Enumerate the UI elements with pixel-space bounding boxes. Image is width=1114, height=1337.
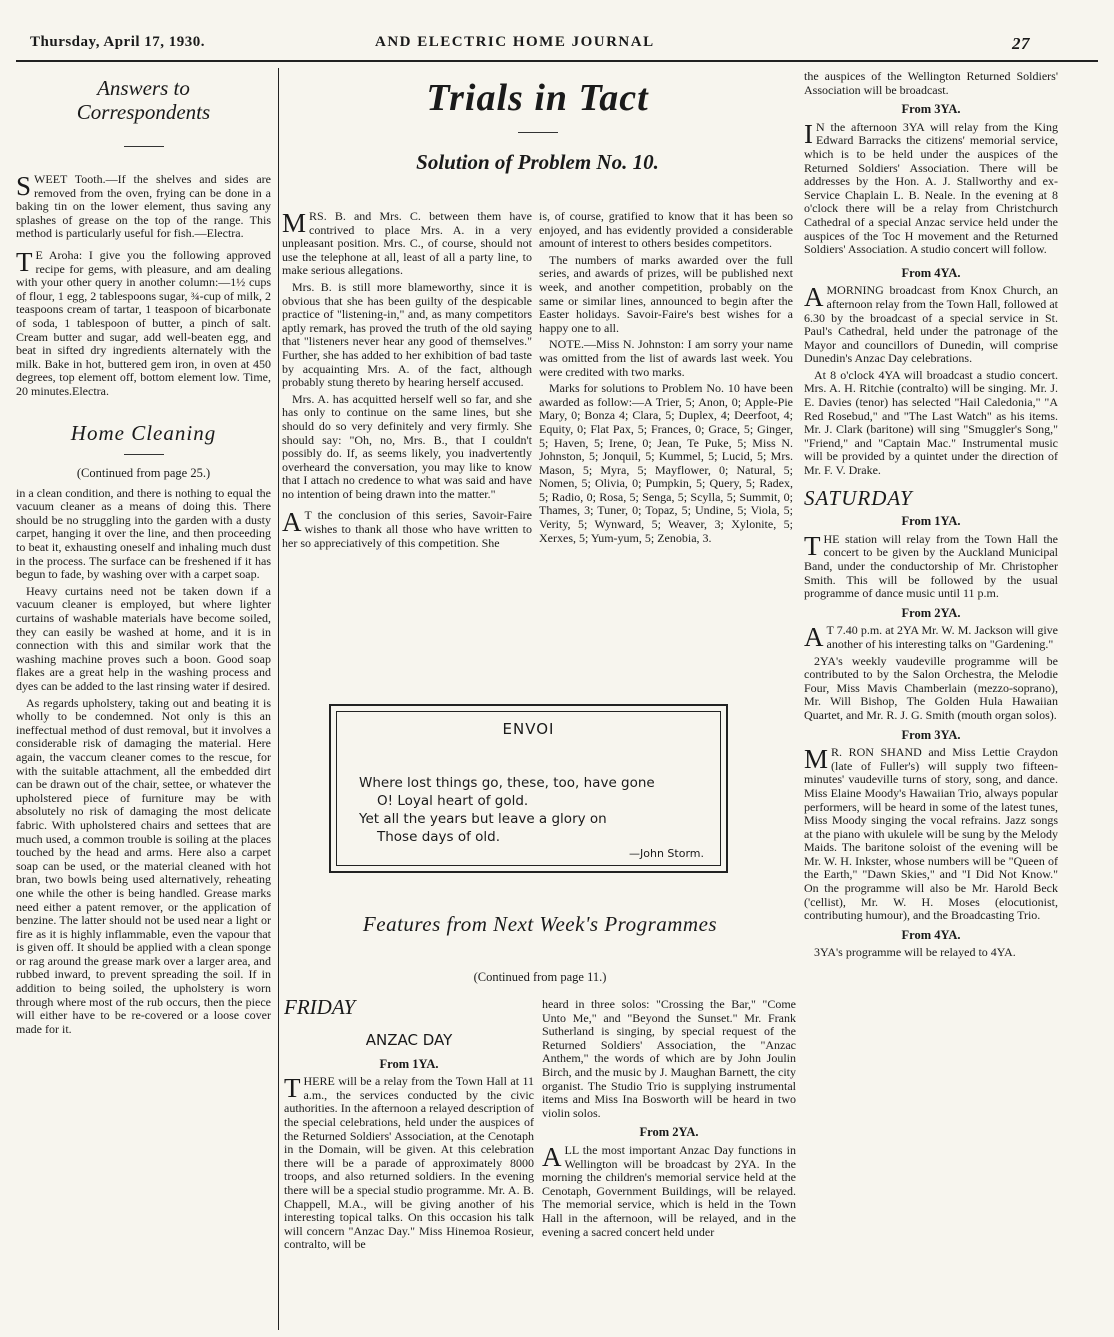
header-rule <box>16 60 1098 62</box>
answer-te-aroha: T E Aroha: I give you the following approved recipe for gems, with pleasure, and am dealing with your other query in another column:—1½ cups of flour, 1 egg, 2 tablespoons sugar, ¾-cup of milk, 2 teaspoons cream of tartar, 1 teaspoon of bicarbonate of soda, 1 tablespoon of butter, a pinch of salt. Cream butter and sugar, add well-beaten egg, and beat in sifted dry ingredients alternately with the milk. Bake in hot, buttered gem iron, in oven at 450 degrees, top element off, bottom element low. Time, 20 minutes.Electra. <box>16 246 271 398</box>
trials-title: Trials in Tact <box>426 77 649 119</box>
home-cleaning-p2: Heavy curtains need not be taken down if a vacuum cleaner is employed, but where lighter curtains of washable materials have become soiled, they can easily be washed at home, and it is in connection with this and similar work that the washing machine proves such a boon. Good soap flakes are a great help in the washing process and dyes can be added to the last rinsing water if desired. <box>16 583 271 693</box>
trials-col-2: is, of course, gratified to know that it has been so enjoyed, and has evidently provided a considerable amount of interest to others besides competitors. The numbers of marks awarded over the full series, and awards of prizes, will be published next week, and another competition, probably on the same or similar lines, announced to begin after the Easter holidays. Savoir-Faire's best wishes for a happy one to all. NOTE.—Miss N. Johnston: I am sorry your name was omitted from the list of awards last week. You were credited with two marks. Marks for solutions to Problem No. 10 have been awarded as follow:—A Trier, 5; Anon, 0; Apple-Pie Mary, 0; Bonza 4; Clara, 5; Duplex, 4; Deerfoot, 4; Equity, 0; Flat Pax, 5; Frances, 0; Grace, 5; Ginger, 5; Haven, 5; Irene, 0; Jean, Te Puke, 5; Miss N. Johnston, 5; Jonquil, 5; Kummel, 5; Lucid, 5; Mrs. Mason, 5; Myra, 5; Mayflower, 0; Natural, 5; Nomen, 5; Olivia, 0; Pumpkin, 5; Query, 5; Radex, 5; Radio, 0; Rosa, 5; Senga, 5; Scylla, 5; Summit, 0; Thames, 3; Tuner, 0; Topaz, 5; Undine, 5; Viola, 5; Verity, 5; Wynward, 5; Weaver, 3; Xylonite, 5; Xerxes, 5; Yum-yum, 5; Zenobia, 3. <box>539 210 793 545</box>
home-cleaning-p1: in a clean condition, and there is nothing to equal the vacuum cleaner as a means of doing this. There should be no struggling into the garden with a dusty carpet, hanging it over the line, and then proceeding to beat it, exhausting oneself and inhaling much dust in the process. The surface can be freshened if it has begun to fade, by washing over with a carpet soap. <box>16 485 271 582</box>
trials-subtitle: Solution of Problem No. 10. <box>416 150 659 174</box>
home-cleaning-title: Home Cleaning <box>70 420 217 445</box>
anzac-day-heading: ANZAC DAY <box>365 1031 453 1049</box>
right-from-3ya: From 3YA. <box>901 102 961 117</box>
saturday-from-3ya: From 3YA. <box>901 727 961 742</box>
envoi-attribution: —John Storm. <box>629 847 704 860</box>
right-column: the auspices of the Wellington Returned Soldiers' Association will be broadcast. From 3YA. I N the afternoon 3YA will relay from the King Edward Barracks the citizens' memorial service, which is to be held under the auspices of the Returned Soldiers' Association. There will be addresses by the Hon. A. J. Stallworthy and ex-Service Chaplain L. B. Neale. In the evening at 8 o'clock there will be a relay from Christchurch Cathedral of a special Anzac service held under the auspices of the Toc H movement and the Returned Soldiers' Association. A studio concert will follow. From 4YA. AMORNING broadcast from Knox Church, an afternoon relay from the Town Hall, followed at 6.30 by the broadcast of a special service in St. Paul's Cathedral, held under the patronage of the Mayor and councillors of Dunedin, will comprise Dunedin's Anzac Day celebrations. At 8 o'clock 4YA will broadcast a studio concert. Mrs. A. H. Ritchie (contralto) will be singing. Mr. J. E. Davies (tenor) has selected "Hail Caledonia," "A Red Rosebud," and "The Last Watch" as his items. Mr. J. Clark (baritone) will sing "Smuggler's Song," "Friend," and "Captain Mac." Instrumental music will be provided by a quintet under the direction of Mr. F. V. Drake. SATURDAY From 1YA. THE station will relay from the Town Hall the concert to be given by the Auckland Municipal Band, under the conductorship of Mr. Christopher Smith. This will be followed by the usual programme of dance music until 11 p.m. From 2YA. A T 7.40 p.m. at 2YA Mr. W. M. Jackson will give another of his interesting talks on "Gardening." 2YA's weekly vaudeville programme will be contributed to by the Salon Orchestra, the Melodie Four, Miss Mavis Chamberlain (mezzo-soprano), Mr. Will Bishop, The Golden Hula Hawaiian Quartet, and Mr. R. J. G. Smith (mouth organ solos). From 3YA. M R. RON SHAND and Miss Lettie Craydon (late of Fuller's) will supply two fifteen-minutes' vaudeville turns of story, song, and dance. Miss Elaine Moody's Hawaiian Trio, always popular performers, will be heard in some of the latest tunes, Miss Moody singing the vocal refrains. Jazz songs at the piano with ukulele will be sung by the Melody Maids. The baritone soloist of the evening will be Mr. W. H. Inkster, whose numbers will be "Queen of the Earth," "Dawn Skies," and "I Did Not Know." On the programme will also be Mr. Harold Beck ('cellist), Mr. W. H. Moses (elocutionist, contributing humour), and the Broadcasting Trio. From 4YA. 3YA's programme will be relayed to 4YA. <box>804 70 1058 960</box>
envoi-line-4: Those days of old. <box>377 829 501 845</box>
envoi-line-2: O! Loyal heart of gold. <box>377 793 529 809</box>
friday-col-2: heard in three solos: "Crossing the Bar," "Come Unto Me," and "Beyond the Sunset." Mr. Frank Sutherland is singing, by special request of the Returned Soldiers' Association, the "Anzac Anthem," the words of which are by John Joulin Birch, and the music by J. Maughan Barnett, the city organist. The Studio Trio is supplying instrumental items and Miss Ina Bosworth will be heard in two violin solos. From 2YA. ALL the most important Anzac Day functions in Wellington will be broadcast by 2YA. In the morning the children's memorial service held at the Cenotaph, Government Buildings, will be relayed. The memorial service, which is held in the Town Hall in the afternoon, will be relayed, and in the evening a sacred concert held under <box>542 998 796 1239</box>
envoi-line-1: Where lost things go, these, too, have gone <box>359 775 655 791</box>
saturday-from-4ya: From 4YA. <box>901 927 961 942</box>
friday-from-1ya: From 1YA. <box>379 1056 439 1071</box>
trials-col-1: MRS. B. and Mrs. C. between them have contrived to place Mrs. A. in a very unpleasant position. Mrs. C., of course, should not use the telephone at all, least of all a party line, to make serious allegations. Mrs. B. is still more blameworthy, since it is obvious that she has been guilty of the despicable practice of "listening-in," and, as many competitors aptly remark, has proved the truth of the old saying that "listeners never hear any good of themselves." Further, she has added to her exhibition of bad taste by acquainting Mrs. A. of the fact, although probably stung thereto by hearing herself accused. Mrs. A. has acquitted herself well so far, and she has only to continue on the same lines, but she should do so very definitely and very firmly. She should say: "Oh, no, Mrs. B., that I couldn't possibly do. If, as seems likely, you inadvertently overheard the conversation, you may like to know that I attach no credence to what was said and have no intention of being drawn into the matter." A T the conclusion of this series, Savoir-Faire wishes to thank all those who have written to her so appreciatively of this competition. She <box>282 210 532 550</box>
page-number: 27 <box>1012 34 1030 53</box>
home-cleaning-p3: As regards upholstery, taking out and beating it is wholly to be condemned. Not only is this an ineffectual method of dust removal, but it involves a considerable risk of damaging the material. Here again, the vaccum cleaner comes to the rescue, for with the suitable attachment, all the embedded dirt can be drawn out of the chair, settee, or whatever the upholstered piece of furniture may be with absolutely no risk of damaging the most delicate fabric. With upholstered chairs and settees that are much used, a common trouble is soiling at the places touched by the head and arms. Here also a carpet soap can be used, or the material cleaned with hot bran, two bowls being used alternatively, reheating one while the other is being handled. Grease marks need either a patent remover, or the application of benzine. The latter should not be used near a light or fire as it is highly inflammable, even the vapour that is given off. It should be applied with a clean sponge or rag around the grease mark over a larger area, and rubbed inward, to prevent spreading the soil. If in addition to being soiled, the upholstery is worn through where most of the rub occurs, then the piece will either have to be re-covered or a loose cover made for it. <box>16 695 271 1036</box>
friday-from-2ya: From 2YA. <box>639 1125 699 1140</box>
envoi-box <box>329 704 728 873</box>
left-column <box>16 70 271 1332</box>
masthead: AND ELECTRIC HOME JOURNAL <box>375 34 655 50</box>
right-from-4ya: From 4YA. <box>901 265 961 280</box>
features-title: Features from Next Week's Programmes <box>362 912 718 936</box>
envoi-title: ENVOI <box>502 720 555 738</box>
answer-sweet-tooth: SWEET Tooth.—If the shelves and sides are removed from the oven, frying can be done in a baking tin on the lower element, thus saving any splashes of grease on the top of the range. This method is particularly useful for fish.—Electra. <box>16 171 271 241</box>
column-rule-left <box>278 68 279 1330</box>
saturday-heading: SATURDAY <box>804 485 913 510</box>
friday-col-1: FRIDAY ANZAC DAY From 1YA. THERE will be a relay from the Town Hall at 11 a.m., the services conducted by the civic authorities. In the afternoon a relayed description of the special celebrations, held under the auspices of the Returned Soldiers' Association, at the Cenotaph in the Domain, will be given. At this celebration there will be a parade of approximately 8000 troops, and also returned soldiers. In the evening there will be a special studio programme. Mr. A. B. Chappell, M.A., will be giving another of his interesting topical talks. On this occasion his talk will concern "Anzac Day." Miss Hinemoa Rosieur, contralto, will be <box>284 995 534 1252</box>
envoi-line-3: Yet all the years but leave a glory on <box>359 811 607 827</box>
trials-title-rule <box>518 132 558 133</box>
features-continued: (Continued from page 11.) <box>473 970 607 984</box>
answers-title: Answers to Correspondents <box>76 76 211 124</box>
saturday-from-1ya: From 1YA. <box>901 514 961 529</box>
friday-heading: FRIDAY <box>284 995 356 1019</box>
page-date: Thursday, April 17, 1930. <box>30 34 206 50</box>
saturday-from-2ya: From 2YA. <box>901 605 961 620</box>
home-cleaning-continued: (Continued from page 25.) <box>76 466 211 481</box>
